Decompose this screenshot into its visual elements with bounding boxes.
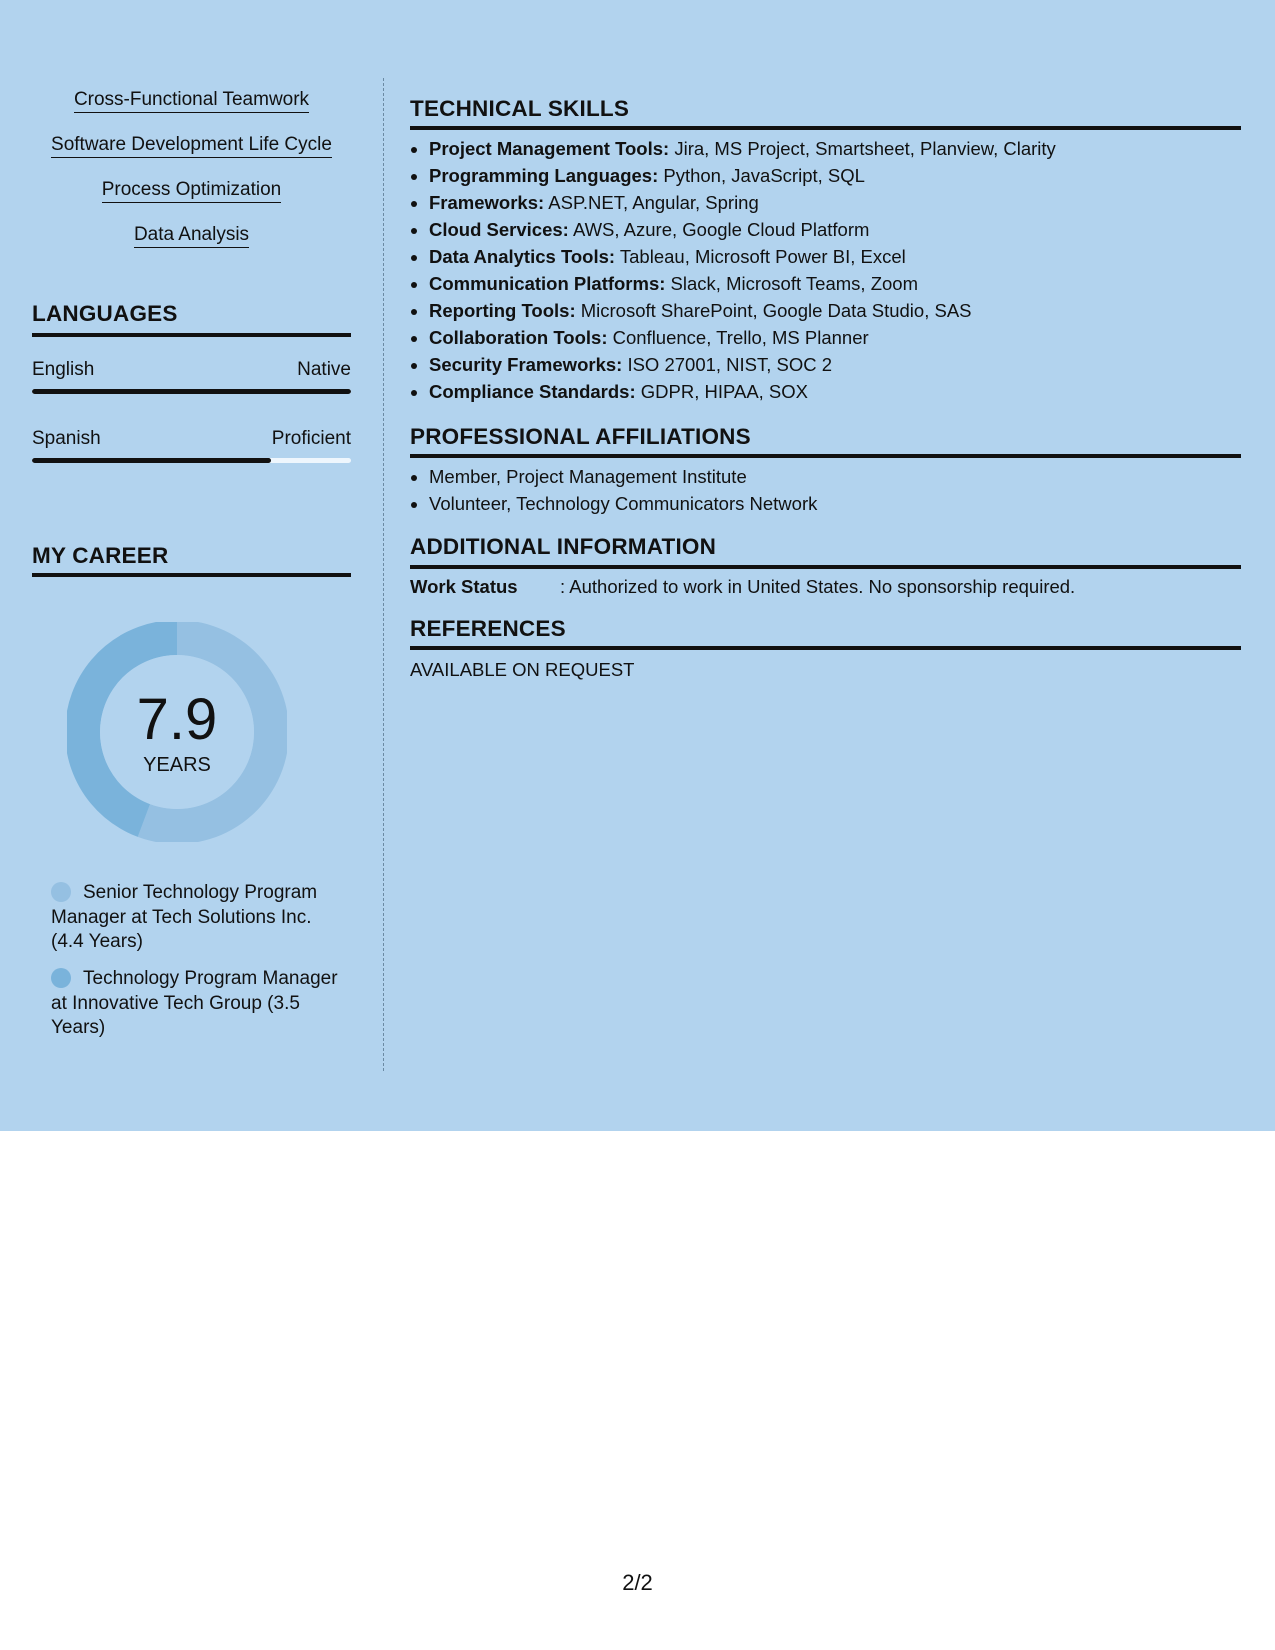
additional-info-rule bbox=[410, 565, 1241, 569]
skill-item bbox=[429, 378, 1056, 405]
career-legend-item bbox=[51, 967, 341, 1041]
career-role-label: Technology Program Manager at Innovative Tech Group (3.5 Years) bbox=[51, 968, 338, 1038]
skill-item bbox=[429, 324, 1056, 351]
column-divider bbox=[383, 78, 384, 1071]
career-total-unit: YEARS bbox=[143, 754, 211, 776]
language-proficiency-fill bbox=[32, 389, 351, 394]
skill-values: Jira, MS Project, Smartsheet, Planview, Clarity bbox=[669, 138, 1056, 159]
references-rule bbox=[410, 646, 1241, 650]
skill-values: Slack, Microsoft Teams, Zoom bbox=[665, 273, 918, 294]
technical-skills-heading: TECHNICAL SKILLS bbox=[410, 96, 630, 121]
skill-category: Project Management Tools: bbox=[429, 138, 670, 159]
language-name: Spanish bbox=[32, 428, 101, 449]
skill-values: ASP.NET, Angular, Spring bbox=[544, 192, 759, 213]
language-level: Native bbox=[297, 359, 351, 380]
legend-dot-icon bbox=[51, 882, 71, 902]
legend-dot-icon bbox=[51, 968, 71, 988]
skill-item bbox=[429, 135, 1056, 162]
affiliations-rule bbox=[410, 454, 1241, 458]
skill-tag-label: Process Optimization bbox=[102, 179, 282, 203]
references-text: AVAILABLE ON REQUEST bbox=[410, 659, 635, 680]
skill-values: Microsoft SharePoint, Google Data Studio, SAS bbox=[575, 300, 972, 321]
skill-values: AWS, Azure, Google Cloud Platform bbox=[568, 219, 870, 240]
skill-tag bbox=[32, 133, 351, 157]
affiliation-item: • Volunteer, Technology Communicators Network bbox=[429, 490, 817, 517]
skill-tag-label: Data Analysis bbox=[134, 224, 249, 248]
career-donut-chart bbox=[67, 622, 287, 842]
career-legend-item bbox=[51, 881, 341, 955]
skill-category: Cloud Services: bbox=[429, 219, 569, 240]
skill-tag-label: Software Development Life Cycle bbox=[51, 134, 332, 158]
skill-category: Frameworks: bbox=[429, 192, 545, 213]
skill-category: Compliance Standards: bbox=[429, 381, 636, 402]
additional-info-heading: ADDITIONAL INFORMATION bbox=[410, 534, 717, 559]
skill-tag-label: Cross-Functional Teamwork bbox=[74, 89, 309, 113]
skill-category: Data Analytics Tools: bbox=[429, 246, 616, 267]
affiliations-list bbox=[410, 463, 817, 517]
career-donut-center bbox=[67, 622, 287, 842]
technical-skills-list bbox=[410, 135, 1056, 405]
skill-category: Security Frameworks: bbox=[429, 354, 623, 375]
language-proficiency-bar bbox=[32, 389, 351, 394]
skill-item bbox=[429, 162, 1056, 189]
skill-item bbox=[429, 189, 1056, 216]
skill-category: Reporting Tools: bbox=[429, 300, 576, 321]
skill-values: Python, JavaScript, SQL bbox=[658, 165, 865, 186]
skill-values: Confluence, Trello, MS Planner bbox=[607, 327, 869, 348]
skill-values: Tableau, Microsoft Power BI, Excel bbox=[615, 246, 906, 267]
work-status-value: : Authorized to work in United States. No sponsorship required. bbox=[560, 576, 1076, 597]
career-total-years: 7.9 bbox=[136, 687, 218, 752]
skill-category: Communication Platforms: bbox=[429, 273, 666, 294]
language-proficiency-bar bbox=[32, 458, 351, 463]
language-row bbox=[32, 427, 351, 451]
work-status-label: Work Status bbox=[410, 576, 518, 597]
skill-item bbox=[429, 243, 1056, 270]
languages-heading: LANGUAGES bbox=[32, 301, 178, 326]
skill-item bbox=[429, 297, 1056, 324]
skill-category: Collaboration Tools: bbox=[429, 327, 608, 348]
skill-values: GDPR, HIPAA, SOX bbox=[635, 381, 809, 402]
skill-item bbox=[429, 351, 1056, 378]
skill-tag bbox=[32, 178, 351, 202]
work-status-row bbox=[410, 575, 1075, 599]
affiliation-item: • Member, Project Management Institute bbox=[429, 463, 817, 490]
language-row bbox=[32, 358, 351, 382]
affiliations-heading: PROFESSIONAL AFFILIATIONS bbox=[410, 424, 751, 449]
skill-category: Programming Languages: bbox=[429, 165, 659, 186]
skill-values: ISO 27001, NIST, SOC 2 bbox=[622, 354, 833, 375]
technical-skills-rule bbox=[410, 126, 1241, 130]
language-name: English bbox=[32, 359, 95, 380]
skill-tag bbox=[32, 223, 351, 247]
references-heading: REFERENCES bbox=[410, 616, 566, 641]
career-heading-rule bbox=[32, 573, 351, 577]
page-number: 2/2 bbox=[622, 1570, 653, 1595]
languages-heading-rule bbox=[32, 333, 351, 337]
skill-tag bbox=[32, 88, 351, 112]
career-role-label: Senior Technology Program Manager at Tech Solutions Inc. (4.4 Years) bbox=[51, 882, 318, 952]
language-proficiency-fill bbox=[32, 458, 271, 463]
career-heading: MY CAREER bbox=[32, 543, 169, 568]
skill-item bbox=[429, 216, 1056, 243]
skill-item bbox=[429, 270, 1056, 297]
language-level: Proficient bbox=[271, 428, 351, 449]
